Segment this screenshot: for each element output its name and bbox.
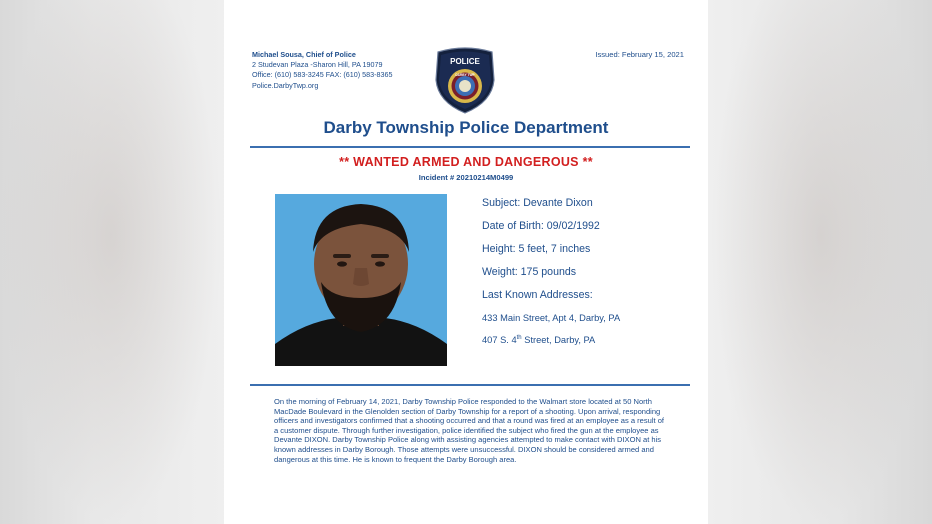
- department-title: Darby Township Police Department: [323, 118, 609, 137]
- addresses-label: Last Known Addresses:: [482, 289, 593, 301]
- phone-fax: Office: (610) 583-3245 FAX: (610) 583-8365: [252, 70, 393, 80]
- subject-name: Subject: Devante Dixon: [482, 197, 593, 209]
- address-2-prefix: 407 S. 4: [482, 335, 517, 346]
- divider-lower: [250, 384, 690, 386]
- address-2-ordinal: th: [516, 335, 522, 341]
- divider: [250, 146, 690, 148]
- chief-name: Michael Sousa, Chief of Police: [252, 50, 356, 59]
- website: Police.DarbyTwp.org: [252, 80, 319, 90]
- suspect-photo: [275, 194, 447, 366]
- badge-ring-text: DARBY TWP: [455, 73, 475, 77]
- weight: Weight: 175 pounds: [482, 266, 577, 278]
- contact-block: [252, 50, 393, 91]
- police-badge-icon: [432, 46, 498, 114]
- incident-narrative: On the morning of February 14, 2021, Darby Township Police responded to the Walmart store located at 50 North MacDade Boulevard in the Glenolden section of Darby Township for a report of a shooting. Upon arrival, responding officers and investigators confirmed that a shooting occurred and that a round was fired at an employee as a result of a customer dispute. Through further investigation, police identified the subject who fired the gun at the employee as Devante DIXON. Darby Township Police along with assisting agencies attempted to make contact with DIXON at his known addresses in Darby Borough. Those attempts were unsuccessful. DIXON should be considered armed and dangerous at this time. He is known to frequent the Darby Borough area.: [274, 397, 665, 464]
- height: Height: 5 feet, 7 inches: [482, 243, 591, 255]
- address-2-suffix: Street, Darby, PA: [521, 335, 596, 346]
- wanted-alert: ** WANTED ARMED AND DANGEROUS **: [339, 155, 593, 169]
- wanted-flyer: [224, 0, 708, 524]
- address-1: 433 Main Street, Apt 4, Darby, PA: [482, 313, 621, 323]
- blurred-background-right: [710, 0, 932, 524]
- address: 2 Studevan Plaza -Sharon Hill, PA 19079: [252, 60, 383, 70]
- date-of-birth: Date of Birth: 09/02/1992: [482, 220, 600, 232]
- blurred-background-left: [0, 0, 222, 524]
- incident-number: Incident # 20210214M0499: [418, 173, 514, 182]
- address-2: [482, 335, 595, 345]
- suspect-photo-image: [275, 194, 447, 366]
- issued-date: Issued: February 15, 2021: [595, 50, 684, 59]
- badge-police-text: POLICE: [450, 57, 480, 66]
